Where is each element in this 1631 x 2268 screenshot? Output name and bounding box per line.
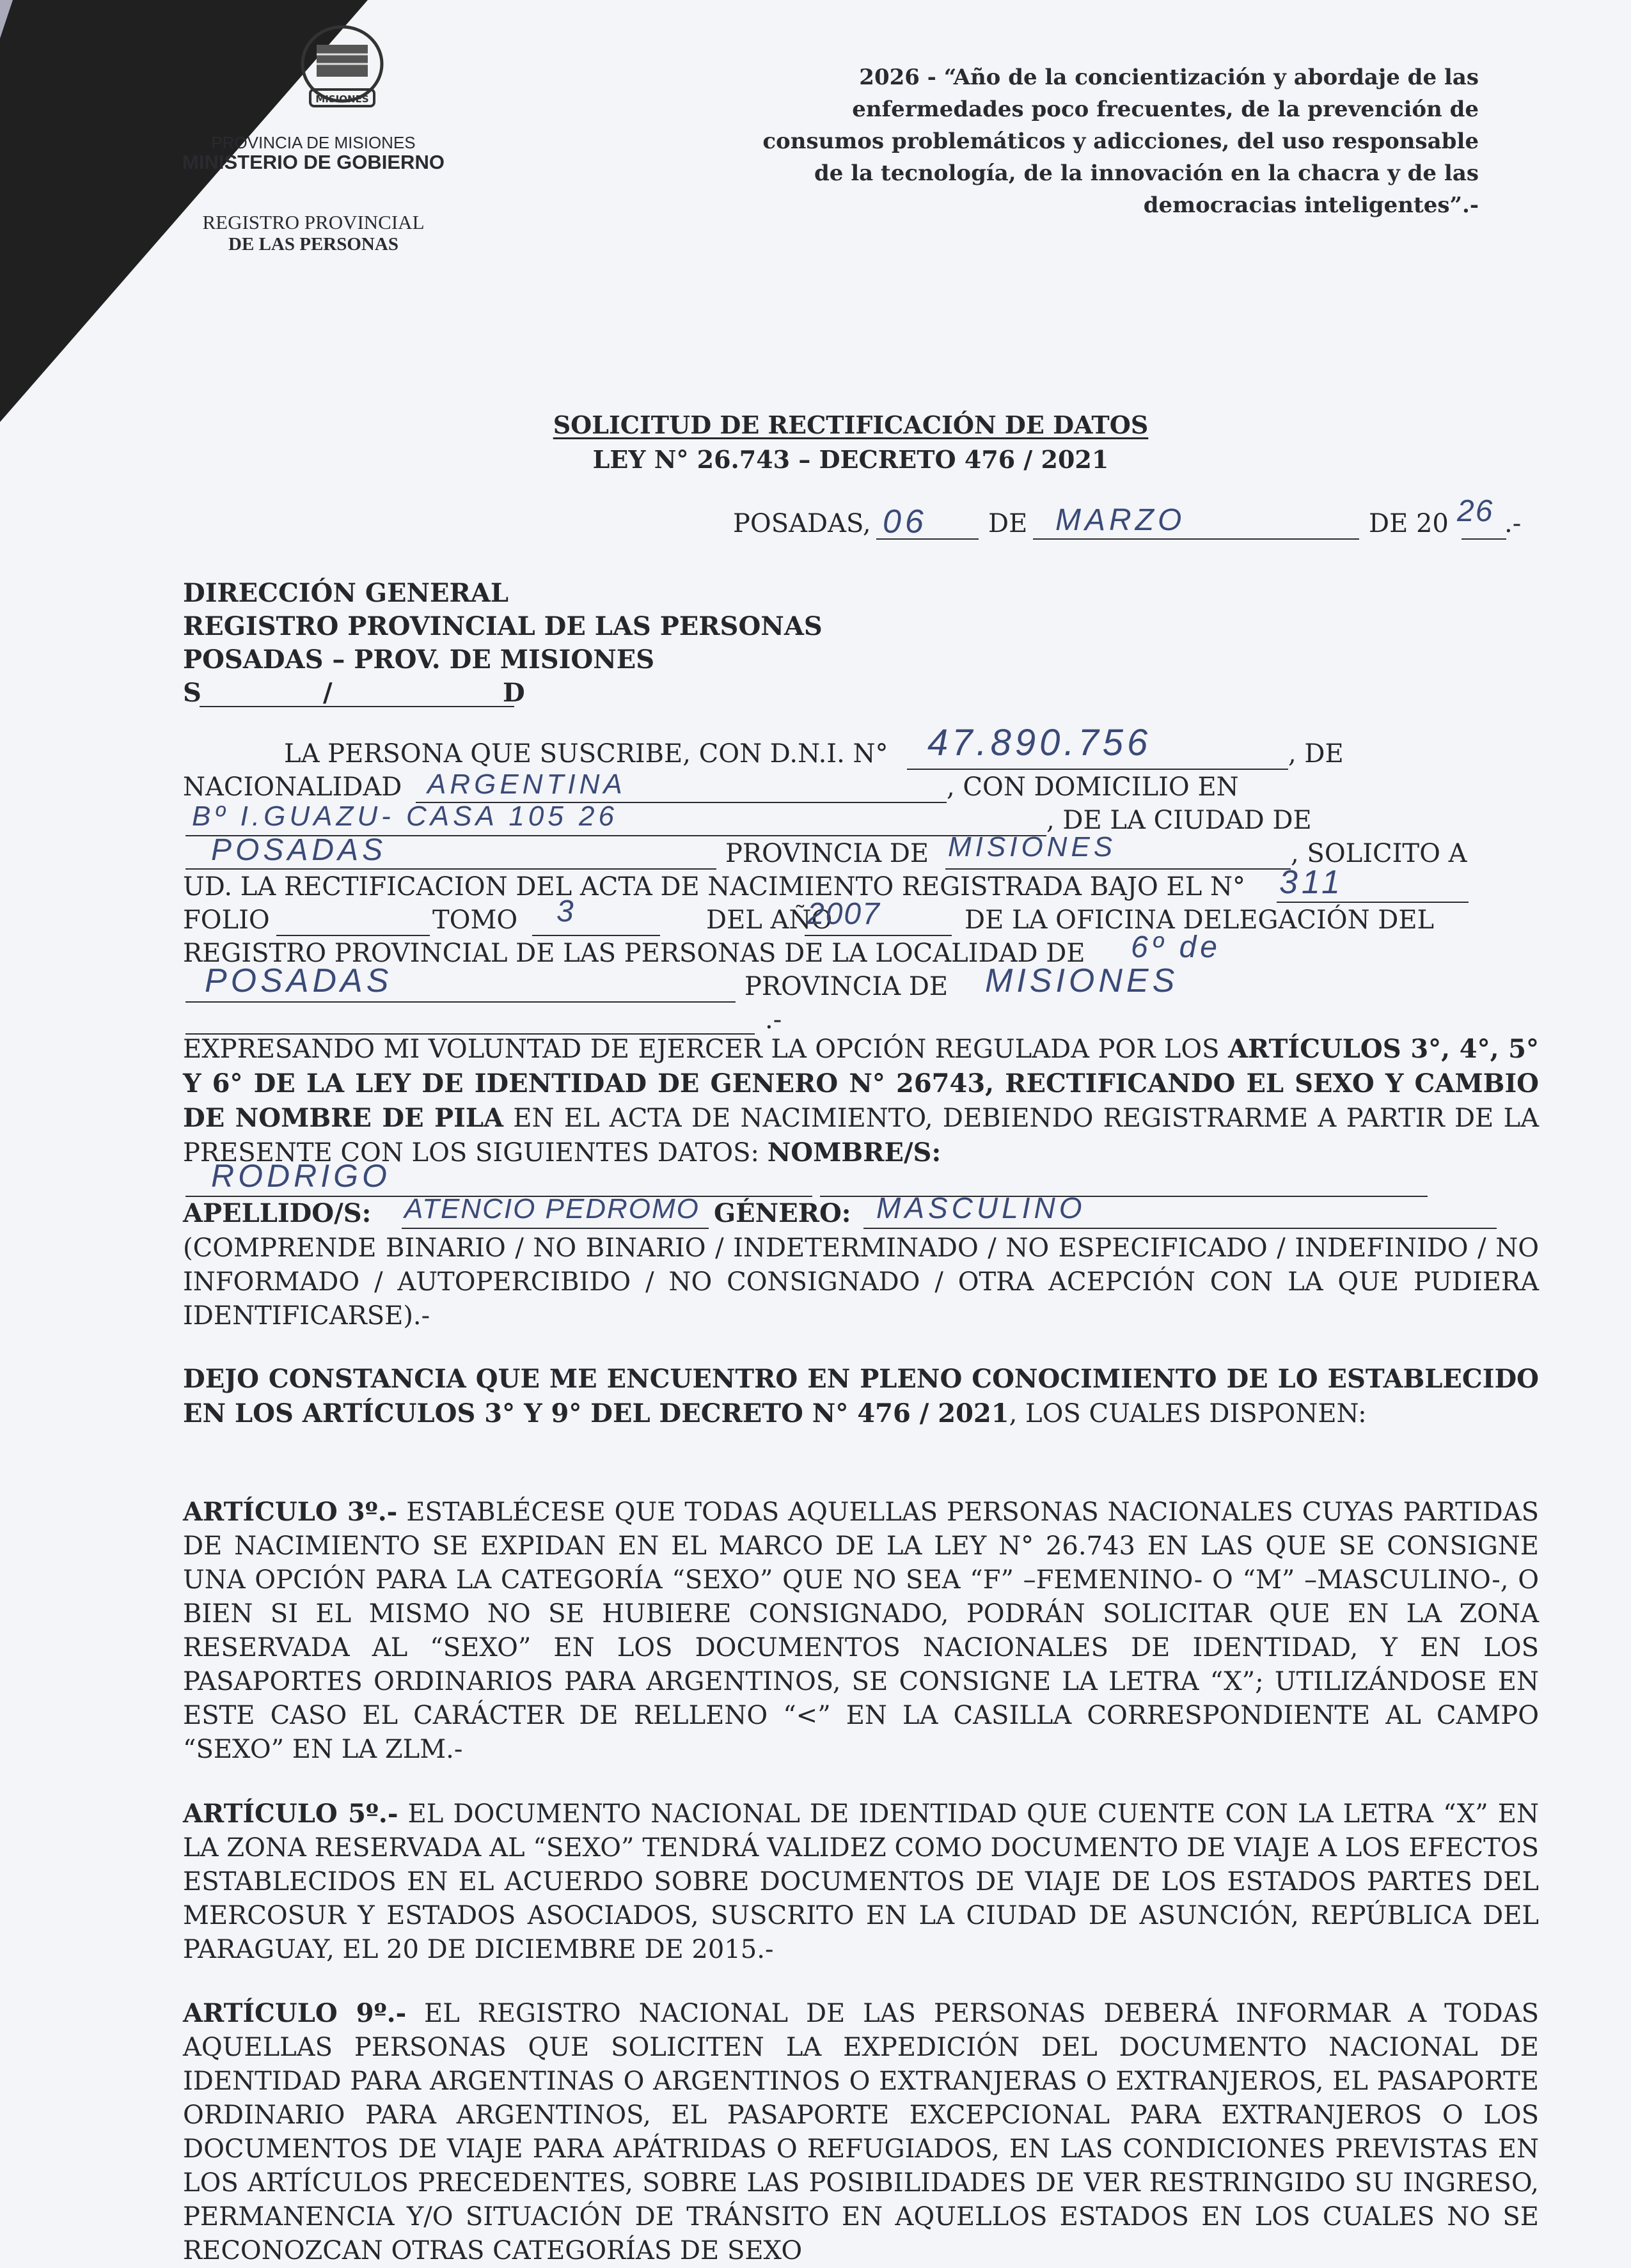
- form-tomo-label: TOMO: [432, 905, 518, 935]
- form-anio-label: DEL AÑO: [706, 905, 833, 935]
- form-folio-label: FOLIO: [183, 905, 270, 935]
- constancia-rest: , LOS CUALES DISPONEN:: [1009, 1399, 1367, 1428]
- apellido-value: ATENCIO PEDROMO: [404, 1193, 700, 1224]
- voluntad-text-3: EN EL ACTA DE NACIMIENTO, DEBIENDO REGISTRARME A PARTIR DE LA PRESENTE CON LOS SIGUIENTES DATOS:: [183, 1104, 1539, 1168]
- form-domicilio-label: , CON DOMICILIO EN: [947, 772, 1239, 802]
- form-provincia-label: PROVINCIA DE: [725, 839, 929, 868]
- nombres-label: NOMBRE/S:: [767, 1138, 942, 1168]
- anio-line: [805, 935, 952, 936]
- voluntad-paragraph: [183, 1032, 1539, 1170]
- ciudad-line: [185, 868, 716, 870]
- motto-line: de la tecnología, de la innovación en la chacra y de las: [814, 160, 1479, 186]
- articulo-3-text: ESTABLÉCESE QUE TODAS AQUELLAS PERSONAS NACIONALES CUYAS PARTIDAS DE NACIMIENTO SE EXPIDAN EN EL MARCO DE LA LEY N° 26.743 EN LAS QUE SE CONSIGNE UNA OPCIÓN PARA LA CATEGORÍA “SEXO” QUE NO SEA “F” –FEMENINO- O “M” –MASCULINO-, O BIEN SI EL MISMO NO SE HUBIERE CONSIGNADO, PODRÁN SOLICITAR QUE EN LA ZONA RESERVADA AL “SEXO” EN LOS DOCUMENTOS NACIONALES DE IDENTIDAD, Y EN LOS PASAPORTES ORDINARIOS PARA ARGENTINOS, SE CONSIGNE LA LETRA “X”; UTILIZÁNDOSE EN ESTE CASO EL CARÁCTER DE RELLENO “<” EN LA CASILLA CORRESPONDIENTE AL CAMPO “SEXO” EN LA ZLM.-: [183, 1498, 1539, 1764]
- constancia-bold: DEJO CONSTANCIA QUE ME ENCUENTRO EN PLENO CONOCIMIENTO DE LO ESTABLECIDO EN LOS ARTÍCULOS 3° Y 9° DEL DECRETO N° 476 / 2021: [183, 1364, 1539, 1428]
- registry-line-2: DE LAS PERSONAS: [228, 234, 398, 254]
- year-motto: [634, 61, 1479, 221]
- date-day: 06: [883, 503, 927, 540]
- document-subtitle: LEY N° 26.743 – DECRETO 476 / 2021: [592, 445, 1109, 474]
- genero-label: GÉNERO:: [714, 1198, 851, 1228]
- form-dni-label: LA PERSONA QUE SUSCRIBE, CON D.N.I. N°: [284, 739, 888, 769]
- motto-line: enfermedades poco frecuentes, de la prevención de: [852, 97, 1479, 122]
- addressee-line-3: POSADAS – PROV. DE MISIONES: [183, 645, 655, 675]
- ministry-name: MINISTERIO DE GOBIERNO: [182, 151, 445, 173]
- motto-line: 2026 - “Año de la concientización y abordaje de las: [859, 65, 1479, 90]
- date-suffix: .-: [1504, 509, 1522, 538]
- dni-value: 47.890.756: [927, 722, 1152, 763]
- addressee-line-1: DIRECCIÓN GENERAL: [183, 578, 508, 608]
- tomo-value: 3: [556, 895, 578, 928]
- province-name: PROVINCIA DE MISIONES: [211, 133, 416, 152]
- form-de-label: , DE: [1288, 739, 1344, 769]
- voluntad-text-2: ARTÍCULOS 3°, 4°, 5° Y 6° DE LA LEY DE IDENTIDAD DE GENERO N° 26743, RECTIFICANDO EL SEXO Y CAMBIO DE NOMBRE DE PILA: [183, 1034, 1540, 1133]
- form-end-mark: .-: [765, 1005, 782, 1035]
- articulo-5-text: EL DOCUMENTO NACIONAL DE IDENTIDAD QUE CUENTE CON LA LETRA “X” EN LA ZONA RESERVADA AL “SEXO” TENDRÁ VALIDEZ COMO DOCUMENTO DE VIAJE A LOS EFECTOS ESTABLECIDOS EN EL ACUERDO SOBRE DOCUMENTOS DE VIAJE DE LOS ESTADOS PARTES DEL MERCOSUR Y ESTADOS ASOCIADOS, SUSCRITO EN LA CIUDAD DE ASUNCIÓN, REPÚBLICA DEL PARAGUAY, EL 20 DE DICIEMBRE DE 2015.-: [183, 1799, 1539, 1964]
- form-registro-label: REGISTRO PROVINCIAL DE LAS PERSONAS DE LA LOCALIDAD DE: [183, 939, 1085, 968]
- provincia2-value: MISIONES: [985, 962, 1179, 999]
- date-year: 26: [1457, 494, 1494, 528]
- addressee-line-2: REGISTRO PROVINCIAL DE LAS PERSONAS: [183, 611, 823, 641]
- date-month: MARZO: [1055, 503, 1186, 537]
- date-city-label: POSADAS,: [733, 509, 871, 538]
- acta-line: [1277, 902, 1469, 903]
- articulo-3: [183, 1495, 1539, 1767]
- localidad-value-1: 6º de: [1131, 930, 1221, 964]
- ciudad-value: POSADAS: [211, 833, 387, 867]
- addressee-slash: /: [323, 678, 333, 708]
- addressee-s: S: [183, 678, 201, 708]
- articulo-3-label: ARTÍCULO 3º.-: [183, 1497, 398, 1527]
- acta-numero-value: 311: [1279, 864, 1344, 901]
- localidad-line: [185, 1001, 736, 1003]
- date-month-line: [1033, 538, 1359, 540]
- registry-line-1: REGISTRO PROVINCIAL: [202, 211, 425, 233]
- form-rectificacion-label: UD. LA RECTIFICACION DEL ACTA DE NACIMIENTO REGISTRADA BAJO EL N°: [183, 872, 1245, 902]
- domicilio-value: Bº I.GUAZU- CASA 105 26: [192, 801, 618, 832]
- comprende-paragraph: (COMPRENDE BINARIO / NO BINARIO / INDETERMINADO / NO ESPECIFICADO / INDEFINIDO / NO INFORMADO / AUTOPERCIBIDO / NO CONSIGNADO / OTRA ACEPCIÓN CON LA QUE PUDIERA IDENTIFICARSE).-: [183, 1233, 1539, 1331]
- articulo-9-text: EL REGISTRO NACIONAL DE LAS PERSONAS DEBERÁ INFORMAR A TODAS AQUELLAS PERSONAS QUE SOLICITEN LA EXPEDICIÓN DEL DOCUMENTO NACIONAL DE IDENTIDAD PARA ARGENTINAS O ARGENTINOS O EXTRANJERAS O EXTRANJEROS, EL PASAPORTE ORDINARIO PARA ARGENTINOS, EL PASAPORTE EXCEPCIONAL PARA EXTRANJEROS O LOS DOCUMENTOS DE VIAJE PARA APÁTRIDAS O REFUGIADOS, EN LAS CONDICIONES PREVISTAS EN LOS ARTÍCULOS PRECEDENTES, SOBRE LAS POSIBILIDADES DE VER RESTRINGIDO SU INGRESO, PERMANENCIA Y/O SITUACIÓN DE TRÁNSITO EN AQUELLOS ESTADOS EN LOS CUALES NO SE RECONOZCAN OTRAS CATEGORÍAS DE SEXO: [183, 1999, 1539, 2265]
- form-nacionalidad-label: NACIONALIDAD: [183, 772, 402, 802]
- folio-line: [276, 935, 430, 936]
- date-de-label: DE: [988, 509, 1028, 538]
- form-oficina-label: DE LA OFICINA DELEGACIÓN DEL: [965, 905, 1435, 935]
- provincia-line: [945, 868, 1291, 870]
- articulo-9-label: ARTÍCULO 9º.-: [183, 1998, 407, 2028]
- anio-value: 2007: [807, 897, 881, 931]
- nombre-value: RODRIGO: [211, 1158, 391, 1194]
- localidad-value-2: POSADAS: [205, 962, 393, 999]
- genero-value: MASCULINO: [876, 1191, 1086, 1224]
- provincia-value: MISIONES: [948, 831, 1117, 863]
- apellido-label: APELLIDO/S:: [183, 1198, 372, 1228]
- document-title: SOLICITUD DE RECTIFICACIÓN DE DATOS: [553, 411, 1149, 439]
- apellido-line: [402, 1228, 709, 1229]
- articulo-9: [183, 1996, 1539, 2268]
- articulo-5: [183, 1797, 1539, 1967]
- crest-label: MISIONES: [315, 93, 369, 105]
- tomo-line: [532, 935, 660, 936]
- form-ciudad-label: , DE LA CIUDAD DE: [1046, 806, 1312, 835]
- motto-line: consumos problemáticos y adicciones, del uso responsable: [762, 129, 1479, 154]
- addressee-d: D: [503, 678, 525, 708]
- genero-line: [863, 1228, 1497, 1229]
- addressee-underline: [200, 706, 514, 707]
- date-year-line: [1462, 538, 1506, 540]
- dni-line: [907, 769, 1288, 770]
- constancia-paragraph: [183, 1362, 1539, 1431]
- misiones-crest-icon: [285, 19, 400, 121]
- form-solicito-label: , SOLICITO A: [1291, 839, 1467, 868]
- form-provincia2-label: PROVINCIA DE: [745, 972, 949, 1001]
- nacionalidad-value: ARGENTINA: [427, 769, 626, 800]
- date-year-label: DE 20: [1369, 509, 1449, 538]
- articulo-5-label: ARTÍCULO 5º.-: [183, 1799, 398, 1829]
- motto-line: democracias inteligentes”.-: [1143, 192, 1479, 218]
- voluntad-text-1: EXPRESANDO MI VOLUNTAD DE EJERCER LA OPCIÓN REGULADA POR LOS: [183, 1035, 1229, 1064]
